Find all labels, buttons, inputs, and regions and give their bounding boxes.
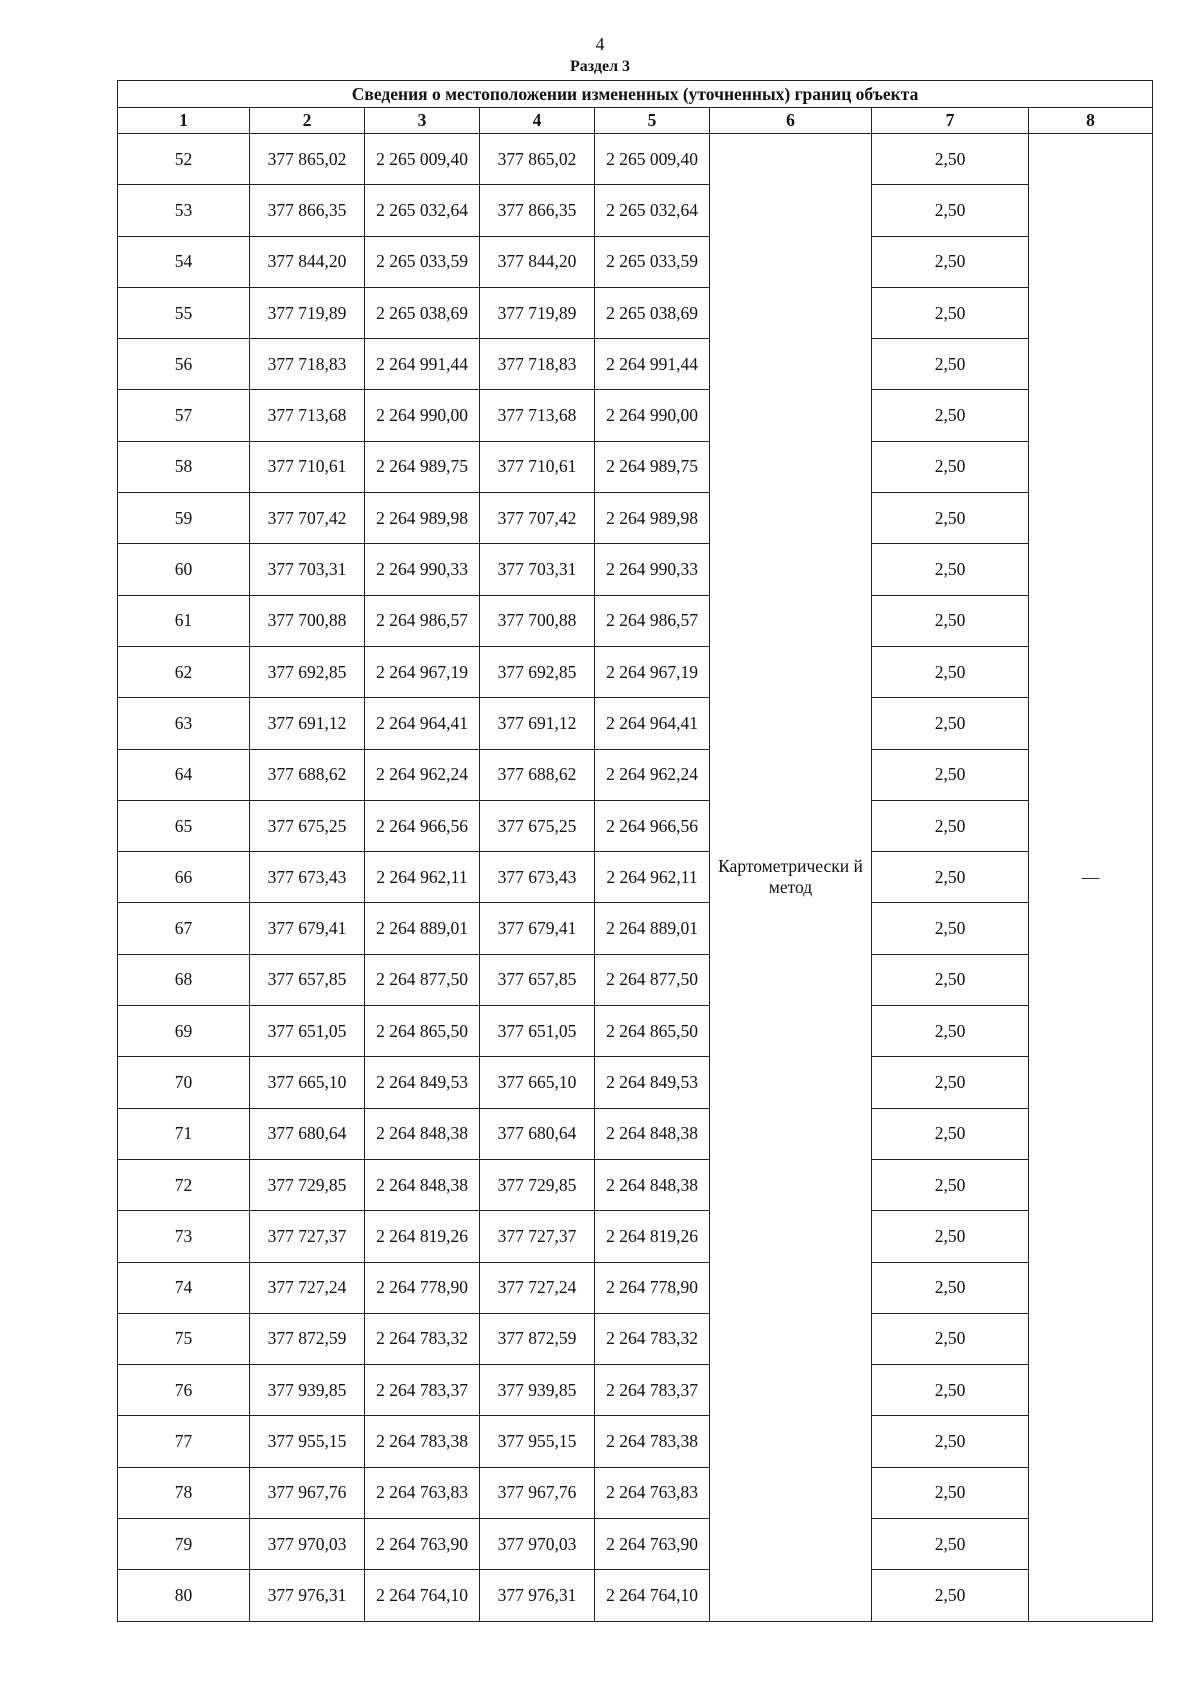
table-row <box>118 493 1153 544</box>
x-new-cell: 377 679,41 <box>480 903 595 954</box>
point-number-cell: 59 <box>118 493 250 544</box>
x-new-cell: 377 719,89 <box>480 287 595 338</box>
table-row <box>118 852 1153 903</box>
point-number-cell: 65 <box>118 800 250 851</box>
x-new-cell: 377 675,25 <box>480 800 595 851</box>
x-old-cell: 377 865,02 <box>250 134 365 185</box>
x-old-cell: 377 665,10 <box>250 1057 365 1108</box>
accuracy-cell: 2,50 <box>872 1159 1029 1210</box>
x-old-cell: 377 673,43 <box>250 852 365 903</box>
point-number-cell: 57 <box>118 390 250 441</box>
accuracy-cell: 2,50 <box>872 903 1029 954</box>
y-old-cell: 2 264 990,33 <box>365 544 480 595</box>
point-number-cell: 58 <box>118 441 250 492</box>
point-number-cell: 66 <box>118 852 250 903</box>
column8-cell: — <box>1029 134 1153 1622</box>
table-caption: Сведения о местоположении измененных (уточненных) границ объекта <box>118 81 1153 108</box>
table-row <box>118 236 1153 287</box>
y-new-cell: 2 265 038,69 <box>595 287 710 338</box>
y-old-cell: 2 264 962,24 <box>365 749 480 800</box>
point-number-cell: 76 <box>118 1365 250 1416</box>
y-old-cell: 2 264 848,38 <box>365 1159 480 1210</box>
x-new-cell: 377 713,68 <box>480 390 595 441</box>
table-row <box>118 134 1153 185</box>
x-new-cell: 377 727,24 <box>480 1262 595 1313</box>
column-number-row <box>118 108 1153 134</box>
accuracy-cell: 2,50 <box>872 749 1029 800</box>
y-new-cell: 2 264 889,01 <box>595 903 710 954</box>
x-new-cell: 377 970,03 <box>480 1519 595 1570</box>
y-old-cell: 2 264 966,56 <box>365 800 480 851</box>
y-new-cell: 2 264 964,41 <box>595 698 710 749</box>
accuracy-cell: 2,50 <box>872 185 1029 236</box>
point-number-cell: 54 <box>118 236 250 287</box>
accuracy-cell: 2,50 <box>872 339 1029 390</box>
y-old-cell: 2 265 033,59 <box>365 236 480 287</box>
table-row <box>118 1159 1153 1210</box>
point-number-cell: 77 <box>118 1416 250 1467</box>
x-new-cell: 377 703,31 <box>480 544 595 595</box>
y-old-cell: 2 264 763,83 <box>365 1467 480 1518</box>
x-old-cell: 377 707,42 <box>250 493 365 544</box>
table-row <box>118 698 1153 749</box>
x-old-cell: 377 688,62 <box>250 749 365 800</box>
y-new-cell: 2 264 967,19 <box>595 646 710 697</box>
x-old-cell: 377 866,35 <box>250 185 365 236</box>
x-old-cell: 377 718,83 <box>250 339 365 390</box>
x-old-cell: 377 976,31 <box>250 1570 365 1621</box>
accuracy-cell: 2,50 <box>872 1211 1029 1262</box>
point-number-cell: 69 <box>118 1006 250 1057</box>
table-body <box>118 134 1153 1622</box>
y-new-cell: 2 264 848,38 <box>595 1108 710 1159</box>
y-old-cell: 2 264 877,50 <box>365 954 480 1005</box>
accuracy-cell: 2,50 <box>872 1467 1029 1518</box>
table-row <box>118 1262 1153 1313</box>
point-number-cell: 80 <box>118 1570 250 1621</box>
y-new-cell: 2 265 033,59 <box>595 236 710 287</box>
table-row <box>118 390 1153 441</box>
y-new-cell: 2 264 966,56 <box>595 800 710 851</box>
y-old-cell: 2 264 763,90 <box>365 1519 480 1570</box>
y-old-cell: 2 264 989,98 <box>365 493 480 544</box>
y-new-cell: 2 264 986,57 <box>595 595 710 646</box>
point-number-cell: 71 <box>118 1108 250 1159</box>
accuracy-cell: 2,50 <box>872 493 1029 544</box>
y-old-cell: 2 264 991,44 <box>365 339 480 390</box>
y-new-cell: 2 264 783,38 <box>595 1416 710 1467</box>
accuracy-cell: 2,50 <box>872 544 1029 595</box>
y-old-cell: 2 264 967,19 <box>365 646 480 697</box>
accuracy-cell: 2,50 <box>872 852 1029 903</box>
x-old-cell: 377 710,61 <box>250 441 365 492</box>
accuracy-cell: 2,50 <box>872 287 1029 338</box>
point-number-cell: 63 <box>118 698 250 749</box>
x-new-cell: 377 692,85 <box>480 646 595 697</box>
table-row <box>118 1006 1153 1057</box>
y-old-cell: 2 264 962,11 <box>365 852 480 903</box>
table-row <box>118 1467 1153 1518</box>
table-row <box>118 1365 1153 1416</box>
y-old-cell: 2 264 783,32 <box>365 1313 480 1364</box>
y-new-cell: 2 264 990,00 <box>595 390 710 441</box>
point-number-cell: 78 <box>118 1467 250 1518</box>
accuracy-cell: 2,50 <box>872 1262 1029 1313</box>
x-new-cell: 377 710,61 <box>480 441 595 492</box>
y-new-cell: 2 264 990,33 <box>595 544 710 595</box>
section-title: Раздел 3 <box>569 58 631 75</box>
x-old-cell: 377 713,68 <box>250 390 365 441</box>
x-old-cell: 377 872,59 <box>250 1313 365 1364</box>
accuracy-cell: 2,50 <box>872 1519 1029 1570</box>
x-new-cell: 377 651,05 <box>480 1006 595 1057</box>
x-old-cell: 377 727,24 <box>250 1262 365 1313</box>
x-old-cell: 377 651,05 <box>250 1006 365 1057</box>
y-new-cell: 2 264 849,53 <box>595 1057 710 1108</box>
x-old-cell: 377 955,15 <box>250 1416 365 1467</box>
accuracy-cell: 2,50 <box>872 646 1029 697</box>
accuracy-cell: 2,50 <box>872 441 1029 492</box>
y-new-cell: 2 265 032,64 <box>595 185 710 236</box>
y-old-cell: 2 264 989,75 <box>365 441 480 492</box>
x-new-cell: 377 939,85 <box>480 1365 595 1416</box>
x-new-cell: 377 844,20 <box>480 236 595 287</box>
table-row <box>118 441 1153 492</box>
table-row <box>118 595 1153 646</box>
x-old-cell: 377 939,85 <box>250 1365 365 1416</box>
accuracy-cell: 2,50 <box>872 1313 1029 1364</box>
y-new-cell: 2 264 877,50 <box>595 954 710 1005</box>
x-new-cell: 377 718,83 <box>480 339 595 390</box>
x-new-cell: 377 727,37 <box>480 1211 595 1262</box>
x-old-cell: 377 692,85 <box>250 646 365 697</box>
point-number-cell: 64 <box>118 749 250 800</box>
column-number: 7 <box>872 108 1029 134</box>
y-new-cell: 2 264 991,44 <box>595 339 710 390</box>
x-new-cell: 377 866,35 <box>480 185 595 236</box>
table-row <box>118 903 1153 954</box>
table-row <box>118 1519 1153 1570</box>
y-old-cell: 2 264 865,50 <box>365 1006 480 1057</box>
y-old-cell: 2 264 990,00 <box>365 390 480 441</box>
x-new-cell: 377 673,43 <box>480 852 595 903</box>
y-new-cell: 2 264 763,83 <box>595 1467 710 1518</box>
point-number-cell: 61 <box>118 595 250 646</box>
point-number-cell: 73 <box>118 1211 250 1262</box>
y-new-cell: 2 264 962,24 <box>595 749 710 800</box>
accuracy-cell: 2,50 <box>872 1416 1029 1467</box>
y-old-cell: 2 264 783,37 <box>365 1365 480 1416</box>
accuracy-cell: 2,50 <box>872 134 1029 185</box>
x-old-cell: 377 719,89 <box>250 287 365 338</box>
x-new-cell: 377 865,02 <box>480 134 595 185</box>
x-old-cell: 377 691,12 <box>250 698 365 749</box>
column-number: 6 <box>710 108 872 134</box>
accuracy-cell: 2,50 <box>872 954 1029 1005</box>
x-old-cell: 377 680,64 <box>250 1108 365 1159</box>
y-old-cell: 2 264 986,57 <box>365 595 480 646</box>
accuracy-cell: 2,50 <box>872 1570 1029 1621</box>
x-new-cell: 377 665,10 <box>480 1057 595 1108</box>
x-new-cell: 377 729,85 <box>480 1159 595 1210</box>
point-number-cell: 70 <box>118 1057 250 1108</box>
x-new-cell: 377 872,59 <box>480 1313 595 1364</box>
x-old-cell: 377 675,25 <box>250 800 365 851</box>
y-new-cell: 2 264 764,10 <box>595 1570 710 1621</box>
x-old-cell: 377 844,20 <box>250 236 365 287</box>
table-row <box>118 544 1153 595</box>
page-number: 4 <box>595 34 605 54</box>
y-old-cell: 2 264 849,53 <box>365 1057 480 1108</box>
accuracy-cell: 2,50 <box>872 1108 1029 1159</box>
column-number: 5 <box>595 108 710 134</box>
x-new-cell: 377 688,62 <box>480 749 595 800</box>
accuracy-cell: 2,50 <box>872 800 1029 851</box>
point-number-cell: 75 <box>118 1313 250 1364</box>
y-old-cell: 2 264 964,41 <box>365 698 480 749</box>
column-number: 3 <box>365 108 480 134</box>
y-old-cell: 2 264 783,38 <box>365 1416 480 1467</box>
point-number-cell: 67 <box>118 903 250 954</box>
table-row <box>118 1570 1153 1621</box>
accuracy-cell: 2,50 <box>872 698 1029 749</box>
y-old-cell: 2 264 848,38 <box>365 1108 480 1159</box>
y-new-cell: 2 264 865,50 <box>595 1006 710 1057</box>
table-row <box>118 1057 1153 1108</box>
point-number-cell: 79 <box>118 1519 250 1570</box>
column-number: 4 <box>480 108 595 134</box>
method-cell: Картометрически й метод <box>710 134 872 1622</box>
point-number-cell: 53 <box>118 185 250 236</box>
table-row <box>118 185 1153 236</box>
point-number-cell: 74 <box>118 1262 250 1313</box>
point-number-cell: 56 <box>118 339 250 390</box>
y-new-cell: 2 264 848,38 <box>595 1159 710 1210</box>
y-new-cell: 2 265 009,40 <box>595 134 710 185</box>
column-number: 2 <box>250 108 365 134</box>
point-number-cell: 68 <box>118 954 250 1005</box>
point-number-cell: 72 <box>118 1159 250 1210</box>
table-row <box>118 800 1153 851</box>
y-old-cell: 2 265 032,64 <box>365 185 480 236</box>
y-old-cell: 2 265 038,69 <box>365 287 480 338</box>
y-new-cell: 2 264 962,11 <box>595 852 710 903</box>
y-new-cell: 2 264 989,75 <box>595 441 710 492</box>
accuracy-cell: 2,50 <box>872 236 1029 287</box>
x-new-cell: 377 976,31 <box>480 1570 595 1621</box>
y-old-cell: 2 265 009,40 <box>365 134 480 185</box>
x-old-cell: 377 727,37 <box>250 1211 365 1262</box>
y-new-cell: 2 264 989,98 <box>595 493 710 544</box>
y-new-cell: 2 264 783,37 <box>595 1365 710 1416</box>
x-old-cell: 377 967,76 <box>250 1467 365 1518</box>
x-new-cell: 377 955,15 <box>480 1416 595 1467</box>
x-old-cell: 377 729,85 <box>250 1159 365 1210</box>
table-row <box>118 1416 1153 1467</box>
accuracy-cell: 2,50 <box>872 595 1029 646</box>
y-new-cell: 2 264 778,90 <box>595 1262 710 1313</box>
y-old-cell: 2 264 778,90 <box>365 1262 480 1313</box>
x-new-cell: 377 700,88 <box>480 595 595 646</box>
table-row <box>118 287 1153 338</box>
table-row <box>118 646 1153 697</box>
table-row <box>118 339 1153 390</box>
column-number: 1 <box>118 108 250 134</box>
y-old-cell: 2 264 889,01 <box>365 903 480 954</box>
table-row <box>118 749 1153 800</box>
point-number-cell: 52 <box>118 134 250 185</box>
point-number-cell: 55 <box>118 287 250 338</box>
y-new-cell: 2 264 763,90 <box>595 1519 710 1570</box>
column-number: 8 <box>1029 108 1153 134</box>
x-old-cell: 377 700,88 <box>250 595 365 646</box>
y-old-cell: 2 264 819,26 <box>365 1211 480 1262</box>
table-row <box>118 1211 1153 1262</box>
x-new-cell: 377 707,42 <box>480 493 595 544</box>
x-new-cell: 377 680,64 <box>480 1108 595 1159</box>
x-old-cell: 377 970,03 <box>250 1519 365 1570</box>
x-new-cell: 377 691,12 <box>480 698 595 749</box>
x-old-cell: 377 703,31 <box>250 544 365 595</box>
accuracy-cell: 2,50 <box>872 1006 1029 1057</box>
point-number-cell: 60 <box>118 544 250 595</box>
x-new-cell: 377 967,76 <box>480 1467 595 1518</box>
y-old-cell: 2 264 764,10 <box>365 1570 480 1621</box>
y-new-cell: 2 264 819,26 <box>595 1211 710 1262</box>
coordinates-table <box>117 80 1153 1622</box>
accuracy-cell: 2,50 <box>872 1365 1029 1416</box>
table-row <box>118 1313 1153 1364</box>
y-new-cell: 2 264 783,32 <box>595 1313 710 1364</box>
table-row <box>118 954 1153 1005</box>
point-number-cell: 62 <box>118 646 250 697</box>
accuracy-cell: 2,50 <box>872 1057 1029 1108</box>
x-old-cell: 377 657,85 <box>250 954 365 1005</box>
table-row <box>118 1108 1153 1159</box>
accuracy-cell: 2,50 <box>872 390 1029 441</box>
x-new-cell: 377 657,85 <box>480 954 595 1005</box>
x-old-cell: 377 679,41 <box>250 903 365 954</box>
